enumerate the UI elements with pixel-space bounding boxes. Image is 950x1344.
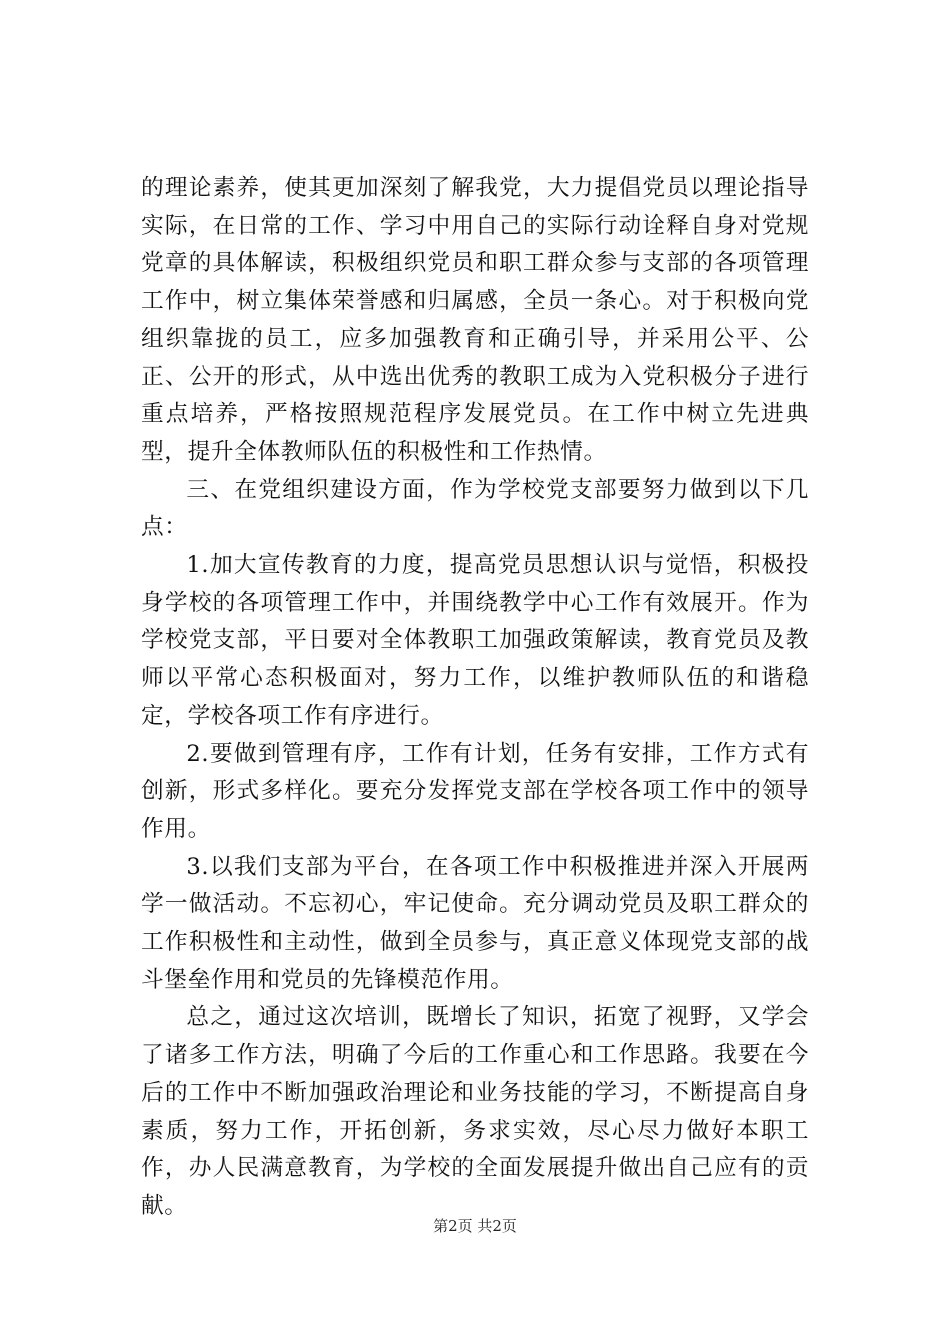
paragraph-4: 2.要做到管理有序，工作有计划，任务有安排，工作方式有创新，形式多样化。要充分发挥党支部在学校各项工作中的领导作用。 [141,740,809,842]
paragraph-6: 总之，通过这次培训，既增长了知识，拓宽了视野，又学会了诸多工作方法，明确了今后的工作重心和工作思路。我要在今后的工作中不断加强政治理论和业务技能的学习，不断提高自身素质，努力工作，开拓创新，务求实效，尽心尽力做好本职工作，办人民满意教育，为学校的全面发展提升做出自己应有的贡献。 [141,1004,809,1219]
document-body [141,170,809,1226]
paragraph-5: 3.以我们支部为平台，在各项工作中积极推进并深入开展两学一做活动。不忘初心，牢记使命。充分调动党员及职工群众的工作积极性和主动性，做到全员参与，真正意义体现党支部的战斗堡垒作用和党员的先锋模范作用。 [141,853,809,993]
paragraph-1: 的理论素养，使其更加深刻了解我党，大力提倡党员以理论指导实际，在日常的工作、学习中用自己的实际行动诠释自身对党规党章的具体解读，积极组织党员和职工群众参与支部的各项管理工作中，树立集体荣誉感和归属感，全员一条心。对于积极向党组织靠拢的员工，应多加强教育和正确引导，并采用公平、公正、公开的形式，从中选出优秀的教职工成为入党积极分子进行重点培养，严格按照规范程序发展党员。在工作中树立先进典型，提升全体教师队伍的积极性和工作热情。 [141,175,809,465]
paragraph-3: 1.加大宣传教育的力度，提高党员思想认识与觉悟，积极投身学校的各项管理工作中，并围绕教学中心工作有效展开。作为学校党支部，平日要对全体教职工加强政策解读，教育党员及教师以平常心态积极面对，努力工作，以维护教师队伍的和谐稳定，学校各项工作有序进行。 [141,552,809,729]
paragraph-2: 三、在党组织建设方面，作为学校党支部要努力做到以下几点： [141,476,809,541]
page-number-footer: 第2页 共2页 [433,1217,517,1235]
